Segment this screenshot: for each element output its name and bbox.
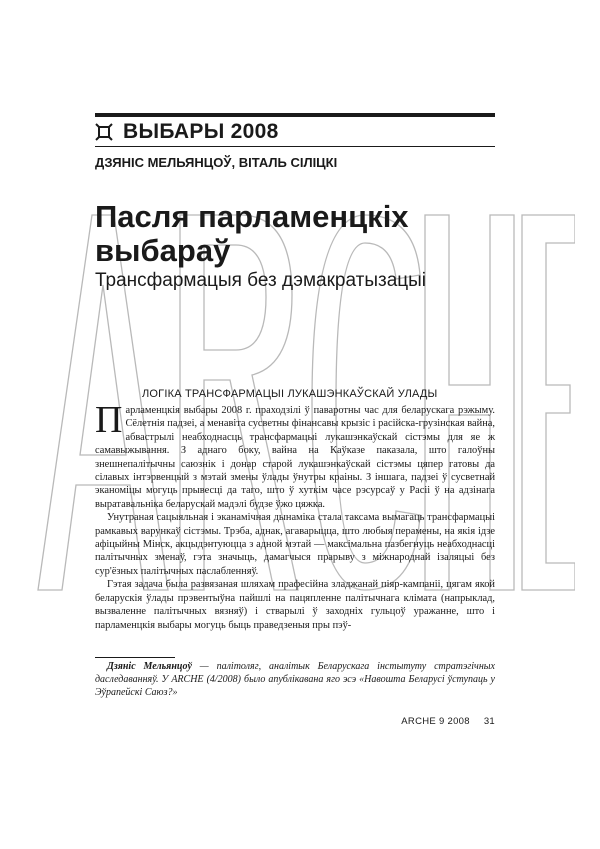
- header-rule-thin: [95, 146, 495, 147]
- paragraph: Унутраная сацыяльная і эканамічная дынаміка стала таксама вымагаць трансфармацыі рамкавых варункаў сістэмы. Трэба, аднак, агаварыцца, што любыя перамены, на якія ідзе афіцыйны Мінск, акцыдэнтуюцца з адной мэтай — максімальна пазбегнуць неабходнасці палітычных зменаў, гэта значыць, дамагчыся прарыву з міжнароднай ізаляцыі без сур'ёзных палітычных паслабленняў.: [95, 512, 495, 577]
- drop-cap: П: [95, 399, 123, 441]
- section-title-text: ВЫБАРЫ 2008: [123, 120, 279, 143]
- article-authors: ДЗЯНІС МЕЛЬЯНЦОЎ, ВІТАЛЬ СІЛІЦКІ: [95, 155, 338, 170]
- article-body: [95, 399, 495, 632]
- section-marker-icon: [95, 123, 113, 141]
- header-rule-thick: [95, 113, 495, 117]
- page-number: 31: [483, 716, 495, 727]
- section-subheading: ЛОГІКА ТРАНСФАРМАЦЫІ ЛУКАШЭНКАЎСКАЙ УЛАДЫ: [142, 388, 438, 400]
- page-footer: [380, 716, 495, 727]
- paragraph: Гэтая задача была развязаная шляхам прафесійна зладжанай піяр-кампаніі, цягам якой беларускія ўлады прэвентыўна пайшлі на пацяпленне палітычнага клімата (напрыклад, вызваленне палітычных вязняў) і стварылі ў заходніх гульцоў уражанне, што і парламенцкія выбары могуць быць праведзеныя пры пэў-: [95, 579, 495, 631]
- article-subtitle: Трансфармацыя без дэмакратызацыі: [95, 270, 427, 291]
- author-footnote: [95, 660, 495, 699]
- footnote-rule: [95, 657, 175, 658]
- footnote-text: — палітоляг, аналітык Беларускага інстытуту стратэгічных даследаванняў. У ARCHE (4/2008) было апублікавана яго эсэ «Навошта Беларусі ўступаць у Эўрапейскі Саюз?»: [95, 661, 495, 698]
- section-title: [95, 120, 495, 144]
- issue-label: ARCHE 9 2008: [401, 716, 470, 727]
- footnote-author: Дзяніс Мельянцоў: [107, 661, 192, 672]
- article-title: Пасля парламенцкіх выбараў: [95, 199, 409, 268]
- paragraph: Парламенцкія выбары 2008 г. праходзілі ў паваротны час для беларускага рэжыму. Сёлетнія падзеі, а менавіта сусветны фінансавы крызіс і расійска-грузінская вайна, абвастрылі неабходнасць трансфармацыі лукашэнкаўскай сістэмы для яе ж самавыжывання. З аднаго боку, вайна на Каўказе паказала, што галоўны знешнепалітычны саюзнік і донар старой лукашэнкаўскай сістэмы цяпер гатовы да сілавых інтэрвенцый з мэтай змены ўлады ўнутры краіны. З іншага, падзеі ў сусветнай эканоміцы могуць прывесці да таго, што ў хуткім часе рэсурсаў у Расіі ў на адзінага выратавальніка беларускай мадэлі будзе ўжо цяжка.: [95, 399, 495, 510]
